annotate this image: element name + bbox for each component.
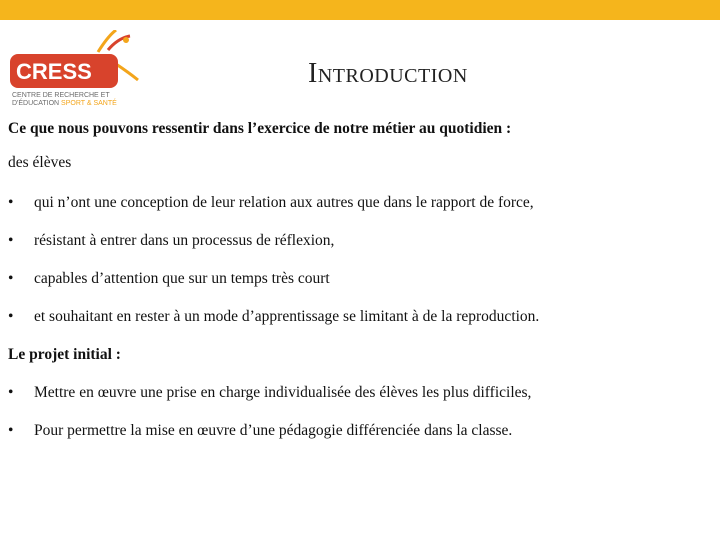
logo-wordmark: CRESS: [16, 59, 92, 84]
list-item: [8, 422, 512, 440]
bullet-marker: •: [8, 194, 14, 211]
bullet-marker: •: [8, 308, 14, 325]
list-item: [8, 232, 334, 250]
logo-line-2: [12, 98, 117, 106]
logo-line-1: CENTRE DE RECHERCHE ET: [12, 92, 110, 99]
section-heading-project: Le projet initial :: [8, 346, 121, 363]
list-item-text: capables d’attention que sur un temps très court: [34, 270, 330, 287]
list-item: [8, 194, 534, 212]
bullet-marker: •: [8, 232, 14, 249]
section-heading-feelings: Ce que nous pouvons ressentir dans l’exercice de notre métier au quotidien :: [8, 120, 512, 137]
list-item-text: Mettre en œuvre une prise en charge individualisée des élèves les plus difficiles,: [34, 384, 532, 401]
bullet-marker: •: [8, 422, 14, 439]
list-item: [8, 308, 539, 326]
top-accent-bar: [0, 0, 720, 20]
logo-line-2-highlight: SPORT & SANTÉ: [61, 100, 117, 106]
subheading-students: des élèves: [8, 154, 72, 171]
cress-logo: [8, 30, 143, 106]
logo-line-2-prefix: D'ÉDUCATION: [12, 100, 62, 106]
bullet-marker: •: [8, 384, 14, 401]
page-title: Introduction: [308, 58, 468, 89]
list-item-text: Pour permettre la mise en œuvre d’une pédagogie différenciée dans la classe.: [34, 422, 513, 439]
bullet-marker: •: [8, 270, 14, 287]
list-item-text: et souhaitant en rester à un mode d’apprentissage se limitant à de la reproduction.: [34, 308, 540, 325]
list-item: [8, 384, 531, 402]
list-item-text: résistant à entrer dans un processus de réflexion,: [34, 232, 335, 249]
list-item: [8, 270, 330, 288]
list-item-text: qui n’ont une conception de leur relation aux autres que dans le rapport de force,: [34, 194, 534, 211]
